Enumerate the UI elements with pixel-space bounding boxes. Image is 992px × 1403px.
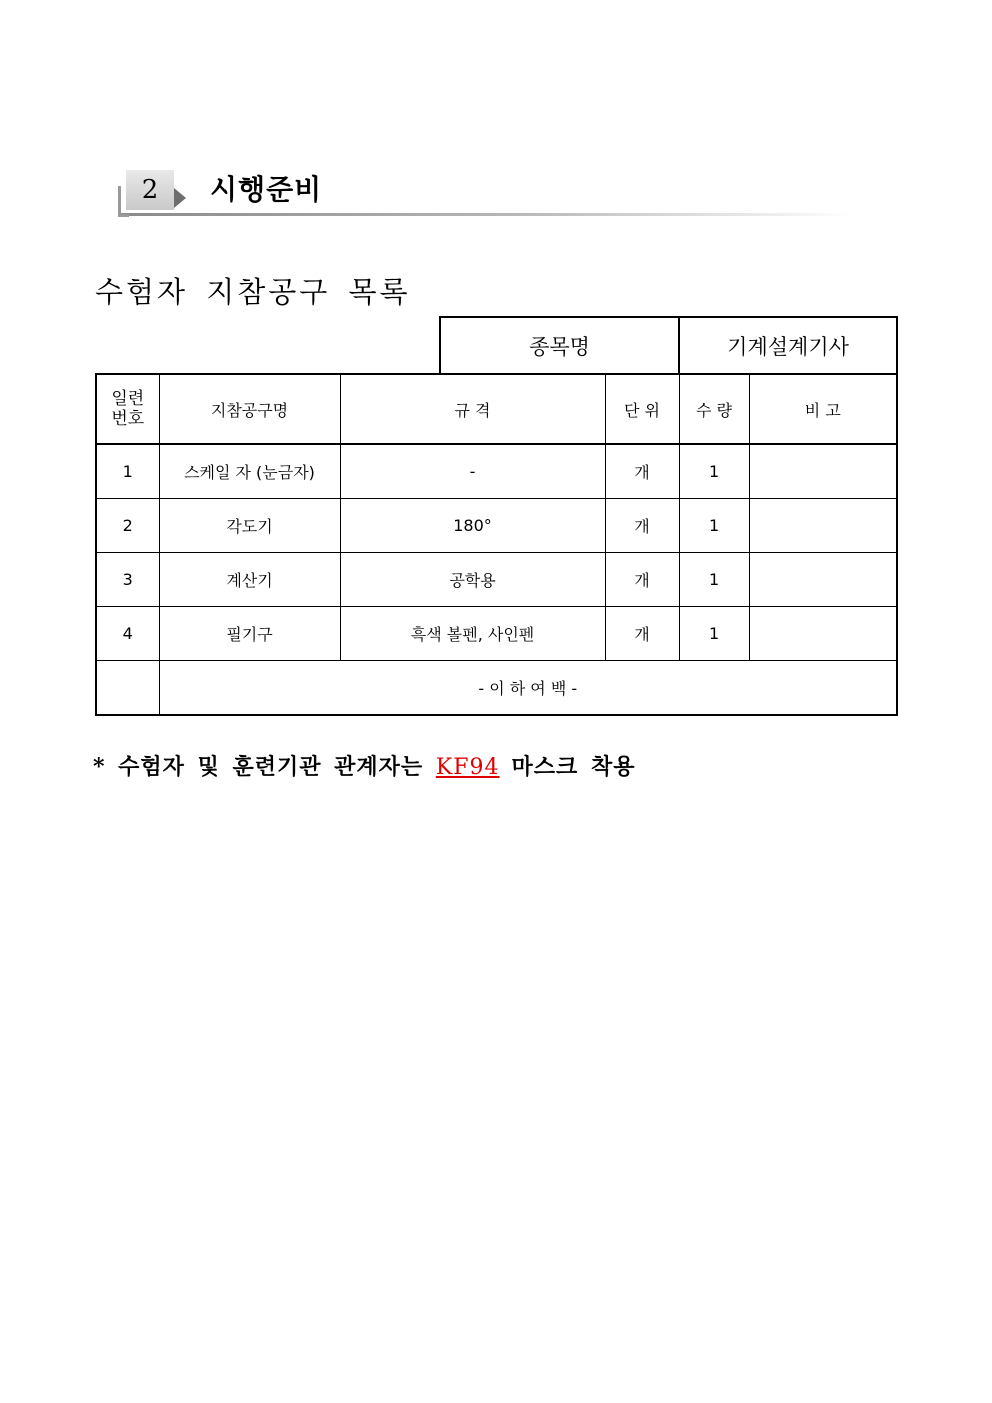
row-remark bbox=[749, 499, 897, 553]
row-name: 계산기 bbox=[159, 553, 340, 607]
row-unit: 개 bbox=[605, 444, 679, 499]
row-name: 필기구 bbox=[159, 607, 340, 661]
row-qty: 1 bbox=[679, 607, 749, 661]
header-row bbox=[96, 374, 897, 444]
row-unit: 개 bbox=[605, 607, 679, 661]
section-number: 2 bbox=[126, 170, 174, 210]
row-remark bbox=[749, 444, 897, 499]
table-row bbox=[96, 553, 897, 607]
table-row bbox=[96, 607, 897, 661]
header-qty: 수 량 bbox=[679, 374, 749, 444]
document-title: 수험자 지참공구 목록 bbox=[95, 275, 411, 309]
row-no: 2 bbox=[96, 499, 159, 553]
footer-row bbox=[96, 661, 897, 716]
blank-cell bbox=[96, 317, 440, 374]
row-no: 3 bbox=[96, 553, 159, 607]
table-row bbox=[96, 499, 897, 553]
row-unit: 개 bbox=[605, 499, 679, 553]
row-no: 4 bbox=[96, 607, 159, 661]
mask-notice bbox=[93, 750, 635, 781]
header-no-line1: 일련 bbox=[111, 389, 145, 409]
row-qty: 1 bbox=[679, 444, 749, 499]
row-spec: 공학용 bbox=[340, 553, 605, 607]
row-spec: 180° bbox=[340, 499, 605, 553]
header-spec: 규 격 bbox=[340, 374, 605, 444]
table-row bbox=[96, 444, 897, 499]
header-unit: 단 위 bbox=[605, 374, 679, 444]
row-qty: 1 bbox=[679, 499, 749, 553]
event-value: 기계설계기사 bbox=[679, 317, 897, 374]
row-name: 각도기 bbox=[159, 499, 340, 553]
header-no bbox=[96, 374, 159, 444]
row-spec: 흑색 볼펜, 사인펜 bbox=[340, 607, 605, 661]
header-no-line2: 번호 bbox=[111, 409, 145, 429]
row-remark bbox=[749, 607, 897, 661]
event-row bbox=[96, 317, 897, 374]
notice-highlight: KF94 bbox=[435, 755, 500, 780]
section-arrow-icon bbox=[174, 188, 186, 208]
header-name: 지참공구명 bbox=[159, 374, 340, 444]
row-spec: - bbox=[340, 444, 605, 499]
notice-suffix: 마스크 착용 bbox=[511, 754, 636, 780]
footer-empty-cell bbox=[96, 661, 159, 716]
section-underline bbox=[118, 213, 853, 216]
tool-list-table bbox=[95, 316, 898, 716]
row-unit: 개 bbox=[605, 553, 679, 607]
row-qty: 1 bbox=[679, 553, 749, 607]
section-title: 시행준비 bbox=[210, 173, 323, 206]
row-name: 스케일 자 (눈금자) bbox=[159, 444, 340, 499]
footer-text: - 이 하 여 백 - bbox=[159, 661, 897, 716]
header-remark: 비 고 bbox=[749, 374, 897, 444]
row-no: 1 bbox=[96, 444, 159, 499]
event-label: 종목명 bbox=[440, 317, 679, 374]
section-header bbox=[118, 166, 853, 218]
row-remark bbox=[749, 553, 897, 607]
notice-prefix: * 수험자 및 훈련기관 관계자는 bbox=[93, 754, 436, 780]
